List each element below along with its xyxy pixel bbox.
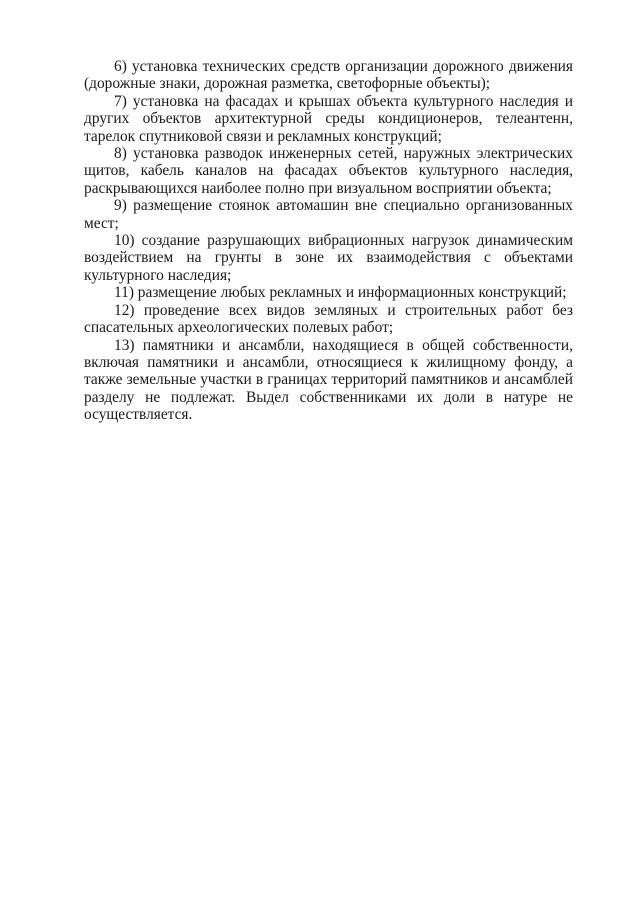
list-item-6: 6) установка технических средств организации дорожного движения (дорожные знаки, дорожная разметка, светофорные объекты); bbox=[84, 58, 573, 93]
list-item-11: 11) размещение любых рекламных и информационных конструкций; bbox=[114, 284, 567, 302]
list-item-12: 12) проведение всех видов земляных и строительных работ без спасательных археологических полевых работ; bbox=[84, 301, 573, 337]
document-body bbox=[84, 58, 573, 424]
list-item-13: 13) памятники и ансамбли, находящиеся в общей собственности, включая памятники и ансамбли, относящиеся к жилищному фонду, а также земельные участки в границах территорий памятников и ансамблей разделу не подлежат. Выдел собственниками их доли в натуре не осуществляется. bbox=[84, 336, 573, 424]
list-item-10: 10) создание разрушающих вибрационных нагрузок динамическим воздействием на грунты в зоне их взаимодействия с объектами культурного наследия; bbox=[84, 232, 573, 284]
list-item-8: 8) установка разводок инженерных сетей, наружных электрических щитов, кабель каналов на фасадах объектов культурного наследия, раскрывающихся наиболее полно при визуальном восприятии объекта; bbox=[84, 145, 573, 197]
list-item-7: 7) установка на фасадах и крышах объекта культурного наследия и других объектов архитектурной среды кондиционеров, телеантенн, тарелок спутниковой связи и рекламных конструкций; bbox=[84, 92, 573, 145]
list-item-9: 9) размещение стоянок автомашин вне специально организованных мест; bbox=[84, 197, 573, 232]
